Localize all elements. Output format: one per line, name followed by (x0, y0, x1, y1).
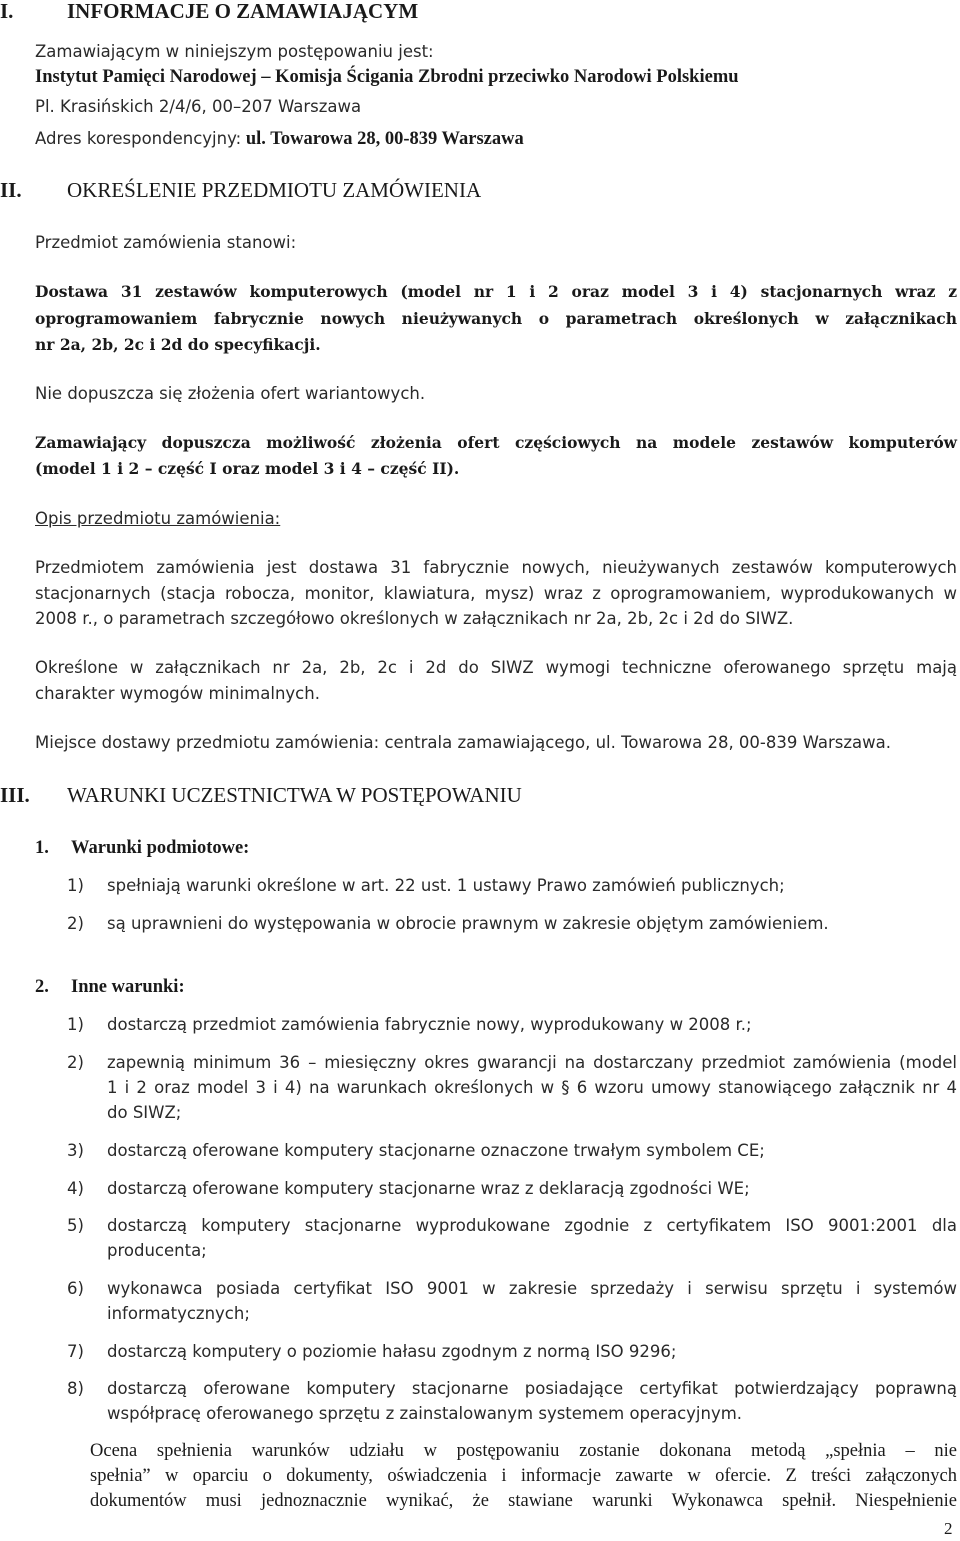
description-line: 2008 r., o parametrach szczegółowo określonych w załącznikach nr 2a, 2b, 2c i 2d do SIWZ. (35, 609, 794, 628)
subject-p1-line: nr 2a, 2b, 2c i 2d do specyfikacji. (35, 335, 321, 354)
subsection-2-title: Inne warunki: (71, 977, 185, 997)
list-item: do SIWZ; (107, 1103, 182, 1122)
partial-offers-line: Zamawiający dopuszcza możliwość złożenia ofert częściowych na modele zestawów komputerów (35, 433, 957, 452)
contracting-name: Instytut Pamięci Narodowej – Komisja Ścigania Zbrodni przeciwko Narodowi Polskiemu (35, 67, 739, 87)
contracting-intro: Zamawiającym w niniejszym postępowaniu jest: (35, 42, 434, 61)
list-item: dostarczą oferowane komputery stacjonarne oznaczone trwałym symbolem CE; (107, 1141, 765, 1160)
requirements-line: charakter wymogów minimalnych. (35, 684, 320, 703)
page-number: 2 (944, 1519, 953, 1538)
list-number: 2) (67, 914, 84, 933)
section-1-title: INFORMACJE O ZAMAWIAJĄCYM (67, 0, 419, 23)
list-item: są uprawnieni do występowania w obrocie prawnym w zakresie objętym zamówieniem. (107, 914, 829, 933)
list-item: producenta; (107, 1241, 207, 1260)
list-item: zapewnią minimum 36 – miesięczny okres gwarancji na dostarczany przedmiot zamówienia (model (107, 1053, 957, 1072)
list-item: dostarczą oferowane komputery stacjonarne posiadające certyfikat potwierdzający poprawną (107, 1379, 957, 1398)
requirements-line: Określone w załącznikach nr 2a, 2b, 2c i 2d do SIWZ wymogi techniczne oferowanego sprzętu mają (35, 658, 957, 677)
list-item: dostarczą przedmiot zamówienia fabrycznie nowy, wyprodukowany w 2008 r.; (107, 1015, 752, 1034)
subsection-1-title: Warunki podmiotowe: (71, 838, 250, 858)
correspondence-address (35, 127, 524, 151)
list-item: spełniają warunki określone w art. 22 ust. 1 ustawy Prawo zamówień publicznych; (107, 876, 785, 895)
correspondence-label: Adres korespondencyjny: (35, 129, 242, 148)
assessment-line: spełnia” w oparciu o dokumenty, oświadczenia i informacje zawarte w ofercie. Z treści załączonych (90, 1466, 957, 1486)
section-3-number: III. (0, 783, 30, 807)
list-number: 5) (67, 1216, 84, 1235)
list-item: informatycznych; (107, 1304, 250, 1323)
list-number: 1) (67, 876, 84, 895)
delivery-place: Miejsce dostawy przedmiotu zamówienia: centrala zamawiającego, ul. Towarowa 28, 00-839 Warszawa. (35, 733, 891, 752)
list-item: dostarczą komputery o poziomie hałasu zgodnym z normą ISO 9296; (107, 1342, 677, 1361)
subject-p1-line: Dostawa 31 zestawów komputerowych (model nr 1 i 2 oraz model 3 i 4) stacjonarnych wraz z (35, 282, 957, 301)
assessment-line: dokumentów musi jednoznacznie wynikać, że stawiane warunki Wykonawca spełnił. Niespełnienie (90, 1491, 957, 1511)
subsection-2-number: 2. (35, 977, 49, 997)
list-number: 3) (67, 1141, 84, 1160)
list-item: dostarczą komputery stacjonarne wyprodukowane zgodnie z certyfikatem ISO 9001:2001 dla (107, 1216, 957, 1235)
partial-offers-line: (model 1 i 2 – część I oraz model 3 i 4 – część II). (35, 459, 460, 478)
section-1-number: I. (0, 0, 14, 23)
section-2-number: II. (0, 178, 22, 202)
list-item: 1 i 2 oraz model 3 i 4) na warunkach określonych w § 6 wzoru umowy stanowiącego załącznik nr 4 (107, 1078, 957, 1097)
section-3-title: WARUNKI UCZESTNICTWA W POSTĘPOWANIU (67, 783, 522, 807)
description-line: stacjonarnych (stacja robocza, monitor, klawiatura, mysz) wraz z oprogramowaniem, wyprodukowanych w (35, 584, 957, 603)
section-2-title: OKREŚLENIE PRZEDMIOTU ZAMÓWIENIA (67, 178, 482, 202)
list-number: 1) (67, 1015, 84, 1034)
assessment-line: Ocena spełnienia warunków udziału w postępowaniu zostanie dokonana metodą „spełnia – nie (90, 1441, 957, 1461)
list-number: 2) (67, 1053, 84, 1072)
list-number: 6) (67, 1279, 84, 1298)
list-number: 7) (67, 1342, 84, 1361)
description-heading: Opis przedmiotu zamówienia: (35, 509, 281, 528)
list-item: współpracę oferowanego sprzętu z zainstalowanym systemem operacyjnym. (107, 1404, 743, 1423)
list-number: 8) (67, 1379, 84, 1398)
correspondence-value: ul. Towarowa 28, 00-839 Warszawa (245, 129, 524, 149)
description-line: Przedmiotem zamówienia jest dostawa 31 fabrycznie nowych, nieużywanych zestawów komputerowych (35, 558, 957, 577)
subject-intro: Przedmiot zamówienia stanowi: (35, 233, 297, 252)
no-variants-note: Nie dopuszcza się złożenia ofert wariantowych. (35, 384, 426, 403)
subsection-1-number: 1. (35, 838, 49, 858)
contracting-address: Pl. Krasińskich 2/4/6, 00–207 Warszawa (35, 97, 362, 116)
list-number: 4) (67, 1179, 84, 1198)
subject-p1-line: oprogramowaniem fabrycznie nowych nieużywanych o parametrach określonych w załącznikach (35, 309, 957, 328)
list-item: dostarczą oferowane komputery stacjonarne wraz z deklaracją zgodności WE; (107, 1179, 750, 1198)
list-item: wykonawca posiada certyfikat ISO 9001 w zakresie sprzedaży i serwisu sprzętu i systemów (107, 1279, 957, 1298)
